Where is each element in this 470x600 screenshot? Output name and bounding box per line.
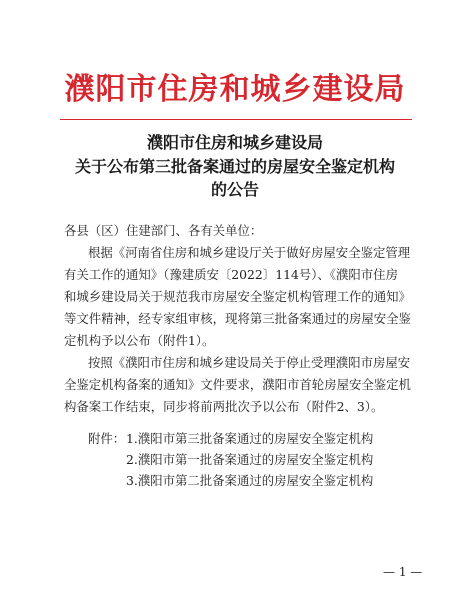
notice-title-line-3: 的公告: [210, 180, 259, 199]
paragraph-1-line: 和城乡建设局关于规范我市房屋安全鉴定机构管理工作的通知》: [64, 289, 411, 304]
page-number: — 1 —: [383, 565, 423, 579]
paragraph-2-line: 按照《濮阳市住房和城乡建设局关于停止受理濮阳市房屋安: [88, 355, 411, 370]
paragraph-1-line: 等文件精神，经专家组审核，现将第三批备案通过的房屋安全鉴: [64, 311, 411, 326]
paragraph-1-line: 有关工作的通知》（豫建质安〔2022〕114号）、《濮阳市住房: [64, 267, 398, 282]
letterhead-title: 濮阳市住房和城乡建设局: [64, 72, 406, 107]
red-divider-line: [60, 119, 412, 120]
paragraph-2-line: 全鉴定机构备案的通知》文件要求，濮阳市首轮房屋安全鉴定机: [64, 377, 411, 392]
notice-title-line-2: 关于公布第三批备案通过的房屋安全鉴定机构: [74, 157, 395, 176]
notice-title-line-1: 濮阳市住房和城乡建设局: [146, 133, 323, 152]
paragraph-2-line: 构备案工作结束，同步将前两批次予以公布（附件2、3）。: [64, 399, 384, 414]
attachment-item: 1.濮阳市第三批备案通过的房屋安全鉴定机构: [126, 431, 374, 446]
paragraph-1-line: 根据《河南省住房和城乡建设厅关于做好房屋安全鉴定管理: [88, 245, 411, 260]
attachments-label: 附件：: [88, 431, 126, 446]
attachment-item: 2.濮阳市第一批备案通过的房屋安全鉴定机构: [126, 452, 374, 467]
paragraph-1-line: 定机构予以公布（附件1）。: [64, 333, 215, 348]
salutation: 各县（区）住建部门、各有关单位：: [64, 223, 263, 238]
attachment-item: 3.濮阳市第二批备案通过的房屋安全鉴定机构: [126, 473, 374, 488]
